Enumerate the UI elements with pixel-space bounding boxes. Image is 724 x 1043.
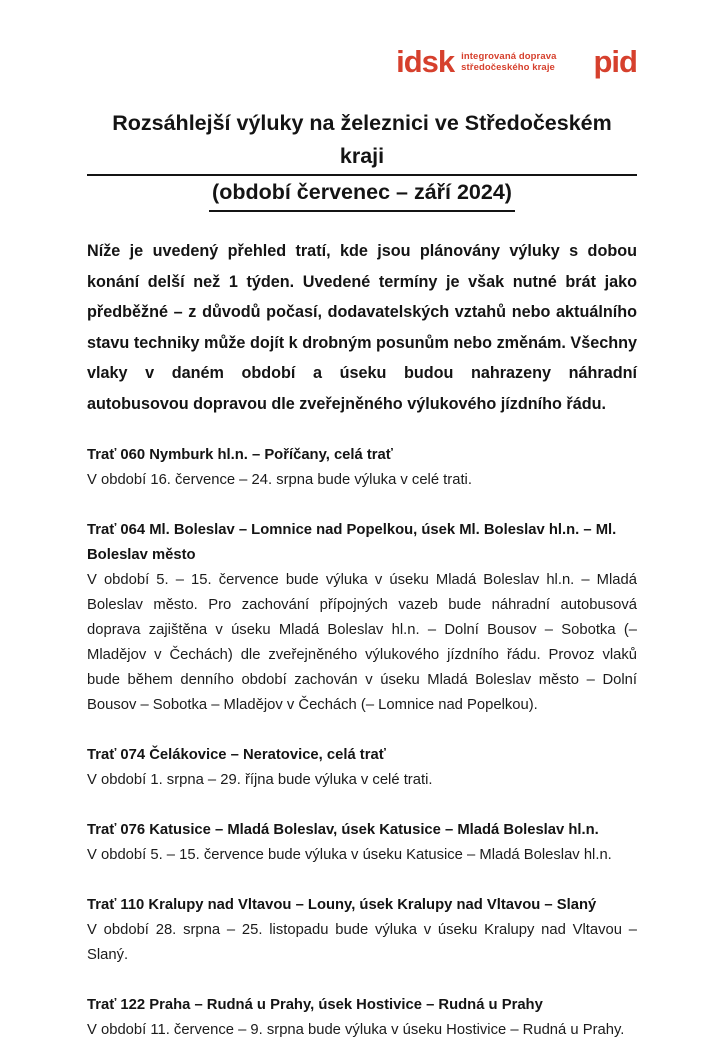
track-heading: Trať 122 Praha – Rudná u Prahy, úsek Hostivice – Rudná u Prahy (87, 997, 543, 1013)
track-sections-list (87, 443, 637, 1043)
track-heading: Trať 076 Katusice – Mladá Boleslav, úsek Katusice – Mladá Boleslav hl.n. (87, 822, 599, 838)
track-body: V období 5. – 15. července bude výluka v úseku Katusice – Mladá Boleslav hl.n. (87, 847, 612, 863)
track-section (87, 518, 637, 718)
track-heading: Trať 074 Čelákovice – Neratovice, celá trať (87, 747, 386, 763)
document-header (87, 45, 637, 79)
idsk-logo-tagline (461, 51, 556, 73)
pid-logo: pid (593, 44, 637, 79)
track-section (87, 443, 637, 493)
track-body: V období 16. července – 24. srpna bude výluka v celé trati. (87, 472, 472, 488)
idsk-logo-wordmark: idsk (396, 44, 455, 79)
intro-paragraph: Níže je uvedený přehled tratí, kde jsou plánovány výluky s dobou konání delší než 1 týden. Uvedené termíny je však nutné brát jako předběžné – z důvodů počasí, dodavatelských vztahů nebo aktuálního stavu techniky může dojít k drobným posunům nebo změnám. Všechny vlaky v daném období a úseku budou nahrazeny náhradní autobusovou dopravou dle zveřejněného výlukového jízdního řádu. (87, 242, 637, 413)
track-body: V období 28. srpna – 25. listopadu bude výluka v úseku Kralupy nad Vltavou – Slaný. (87, 922, 637, 963)
track-heading: Trať 060 Nymburk hl.n. – Poříčany, celá trať (87, 447, 393, 463)
page-title (87, 107, 637, 212)
track-body: V období 11. července – 9. srpna bude výluka v úseku Hostivice – Rudná u Prahy. (87, 1022, 625, 1038)
track-heading: Trať 064 Ml. Boleslav – Lomnice nad Popelkou, úsek Ml. Boleslav hl.n. – Ml. Boleslav město (87, 522, 617, 563)
track-body: V období 5. – 15. července bude výluka v úseku Mladá Boleslav hl.n. – Mladá Boleslav město. Pro zachování přípojných vazeb bude náhradní autobusová doprava zajištěna v úseku Mladá Boleslav hl.n. – Dolní Bousov – Sobotka (– Mladějov v Čechách) dle zveřejněného výlukového jízdního řádu. Provoz vlaků bude během denního období zachován v úseku Mladá Boleslav město – Dolní Bousov – Sobotka – Mladějov v Čechách (– Lomnice nad Popelkou). (87, 572, 637, 713)
track-body: V období 1. srpna – 29. října bude výluka v celé trati. (87, 772, 433, 788)
track-section (87, 818, 637, 868)
idsk-tagline-line2: středočeského kraje (461, 62, 555, 73)
idsk-tagline-line1: integrovaná doprava (461, 51, 557, 62)
page-title-line2: (období červenec – září 2024) (209, 176, 515, 212)
track-section (87, 893, 637, 968)
track-section (87, 993, 637, 1043)
idsk-logo (396, 44, 557, 79)
page-title-line1: Rozsáhlejší výluky na železnici ve Středočeském kraji (87, 107, 637, 176)
track-heading: Trať 110 Kralupy nad Vltavou – Louny, úsek Kralupy nad Vltavou – Slaný (87, 897, 597, 913)
track-section (87, 743, 637, 793)
